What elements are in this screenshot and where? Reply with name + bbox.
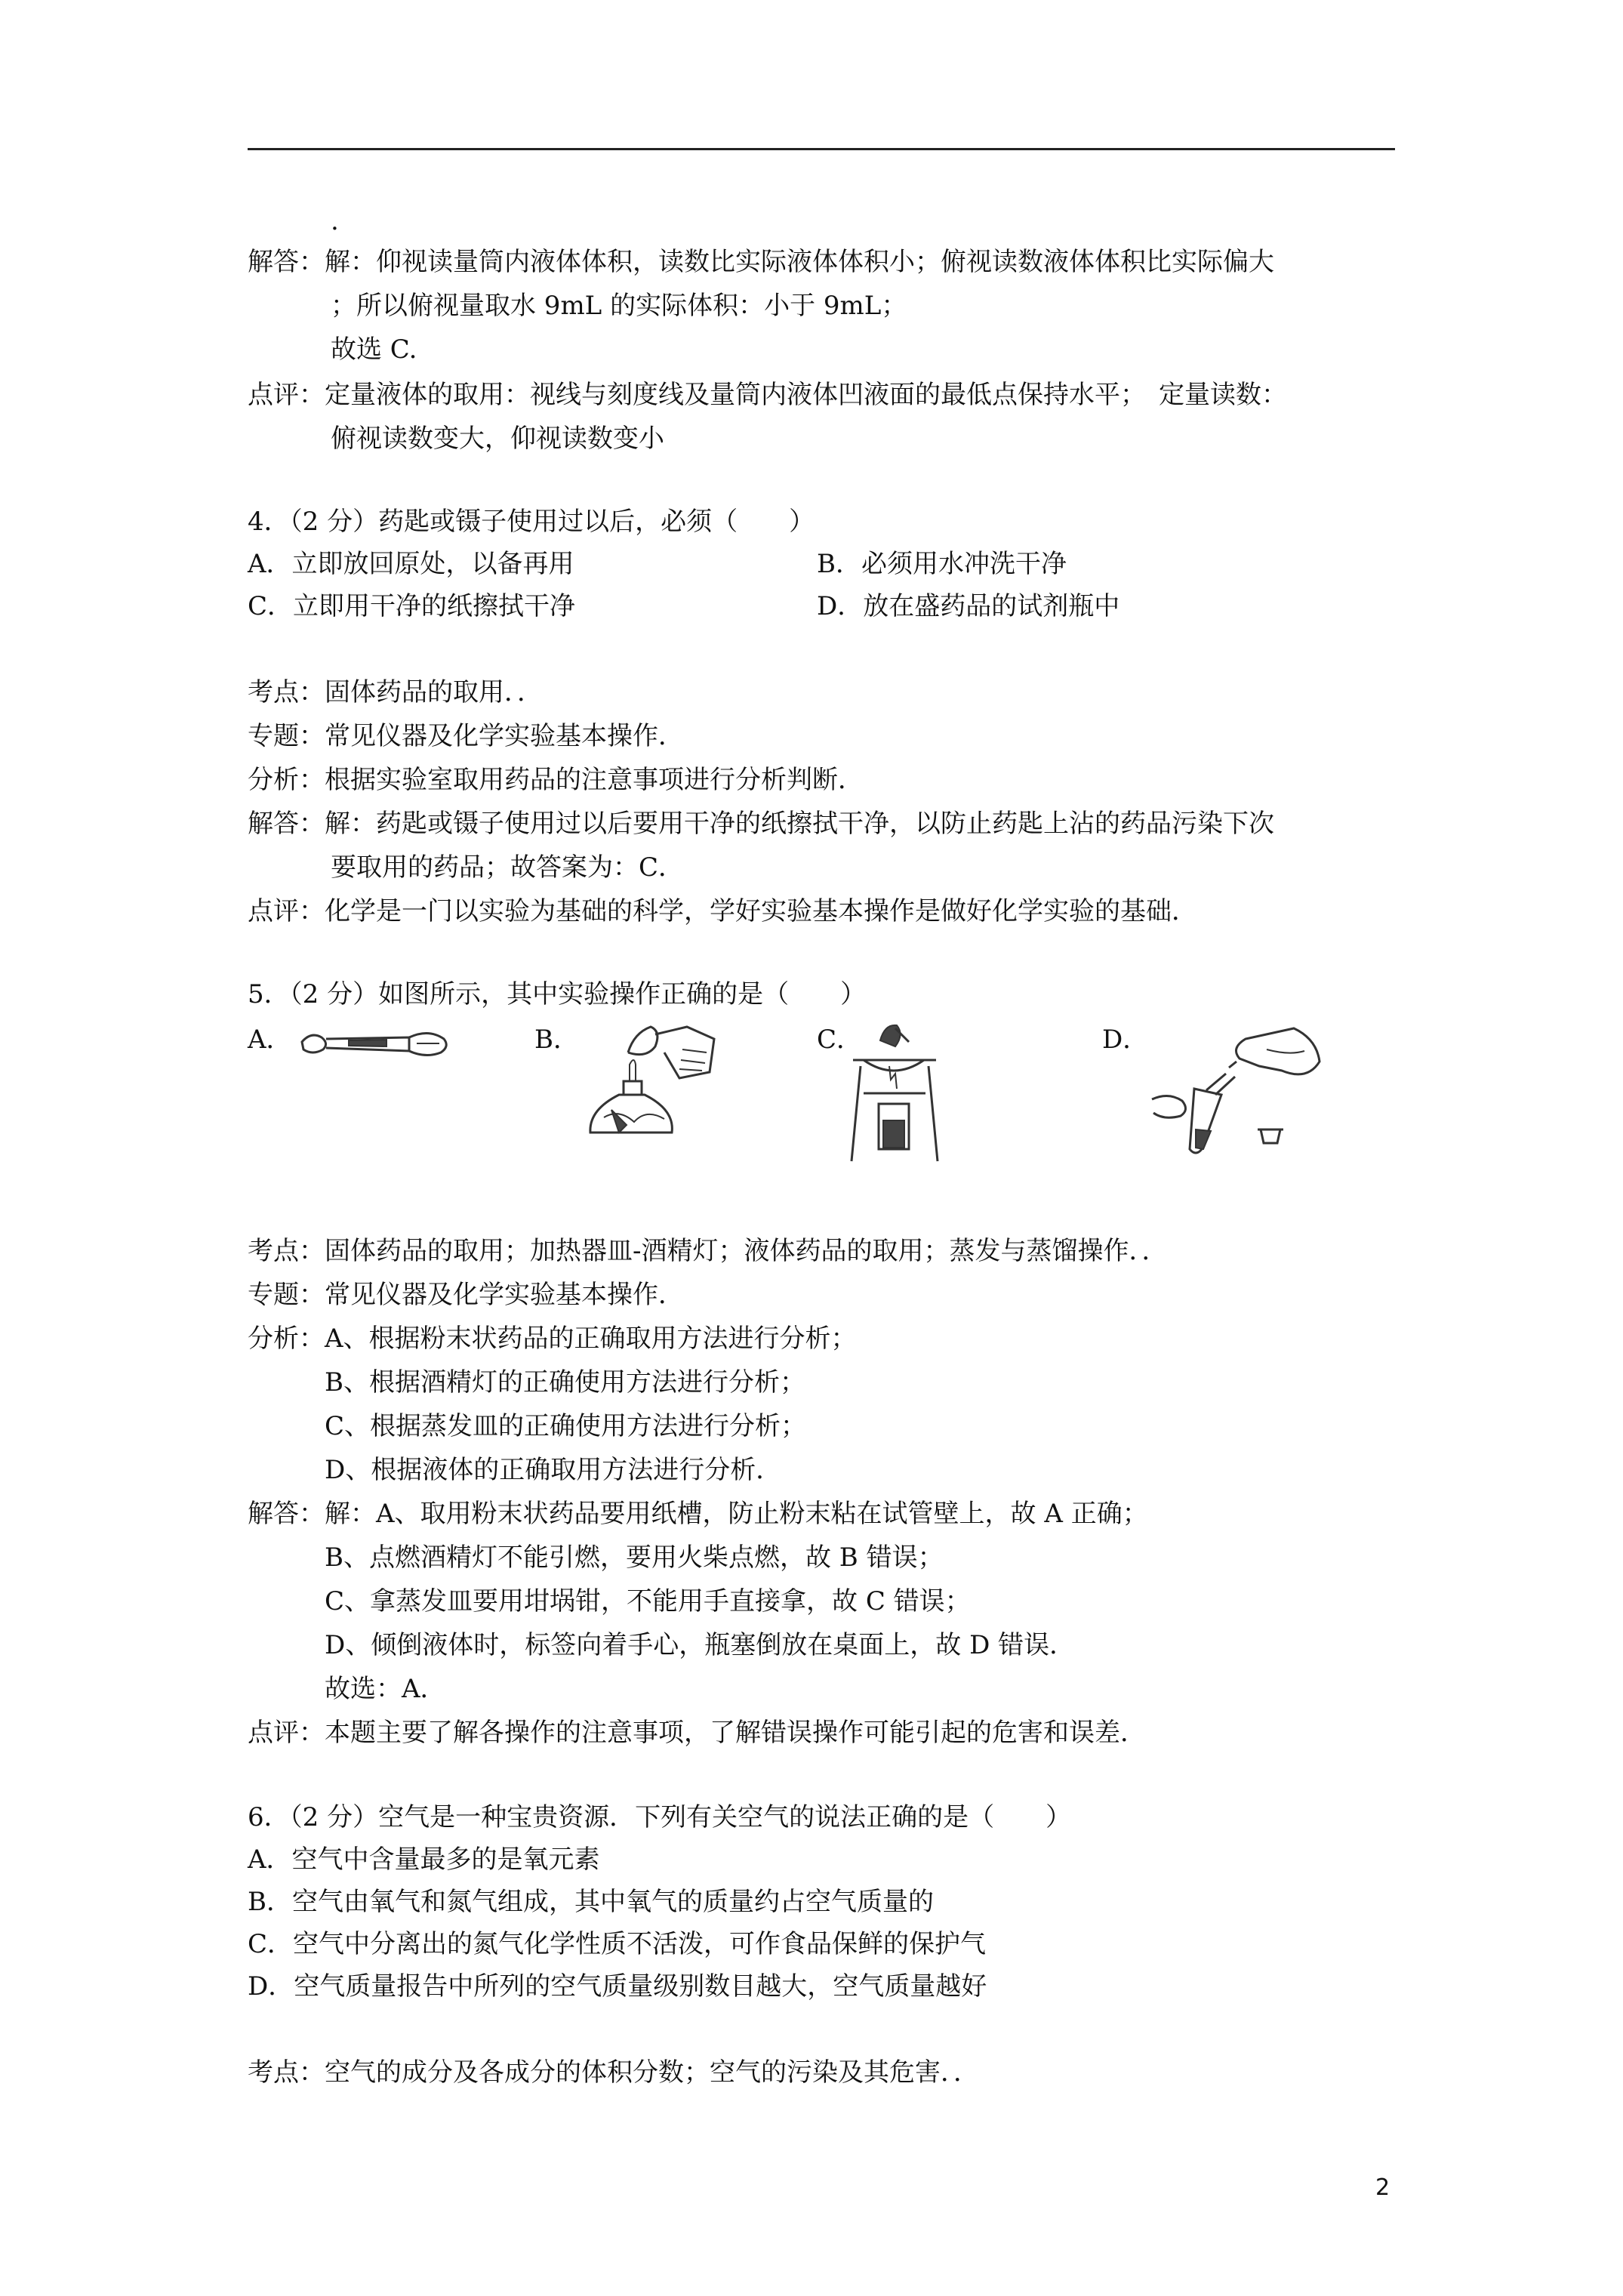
figure-a-paper-trough <box>296 1021 454 1066</box>
kaodian-text: 固体药品的取用．． <box>325 677 543 707</box>
kaodian-label: 考点： <box>248 1236 325 1266</box>
jieda-label: 解答： <box>248 1499 325 1529</box>
q4-option-b: B．必须用水冲洗干净 <box>817 549 1067 579</box>
q5-fenxi-line-2: B、根据酒精灯的正确使用方法进行分析； <box>325 1367 805 1398</box>
jieda-line-1: 解：药匙或镊子使用过以后要用干净的纸擦拭干净，以防止药匙上沾的药品污染下次 <box>325 809 1274 839</box>
q4-option-d: D．放在盛药品的试剂瓶中 <box>817 591 1120 621</box>
q6-kaodian <box>248 2057 979 2088</box>
figure-b-alcohol-lamp <box>574 1019 725 1148</box>
review-label: 点评： <box>248 380 325 410</box>
review-line-1: 定量液体的取用：视线与刻度线及量筒内液体凹液面的最低点保持水平； 定量读数： <box>325 380 1287 410</box>
dianping-text: 化学是一门以实验为基础的科学，学好实验基本操作是做好化学实验的基础． <box>325 896 1197 926</box>
jieda-label: 解答： <box>248 809 325 839</box>
dianping-text: 本题主要了解各操作的注意事项，了解错误操作可能引起的危害和误差． <box>325 1718 1146 1748</box>
q6-option-c: C．空气中分离出的氮气化学性质不活泼，可作食品保鲜的保护气 <box>248 1929 987 1959</box>
q5-label-d: D． <box>1102 1025 1149 1055</box>
page-number: 2 <box>1375 2174 1390 2201</box>
fenxi-line-1: A、根据粉末状药品的正确取用方法进行分析； <box>325 1324 857 1354</box>
q5-jieda-line-4: D、倾倒液体时，标签向着手心，瓶塞倒放在桌面上，故 D 错误． <box>325 1630 1076 1660</box>
q3-review <box>248 382 1287 408</box>
dianping-label: 点评： <box>248 1718 325 1748</box>
kaodian-label: 考点： <box>248 677 325 707</box>
q5-jieda-line-2: B、点燃酒精灯不能引燃，要用火柴点燃，故 B 错误； <box>325 1542 944 1573</box>
header-rule <box>248 148 1395 150</box>
q6-option-d: D．空气质量报告中所列的空气质量级别数目越大，空气质量越好 <box>248 1971 987 2002</box>
q6-option-b: B．空气由氧气和氮气组成，其中氧气的质量约占空气质量的 <box>248 1887 934 1917</box>
figure-c-evaporating-dish <box>845 1021 944 1164</box>
q4-fenxi <box>248 767 864 793</box>
q5-fenxi-line-4: D、根据液体的正确取用方法进行分析． <box>325 1455 782 1485</box>
q4-option-a: A．立即放回原处，以备再用 <box>248 549 574 579</box>
answer-line-1: 解：仰视读量筒内液体体积，读数比实际液体体积小；俯视读数液体体积比实际偏大 <box>325 247 1274 277</box>
answer-label: 解答： <box>248 247 325 277</box>
zhuanti-text: 常见仪器及化学实验基本操作． <box>325 1280 684 1310</box>
q5-label-c: C． <box>817 1025 863 1055</box>
q3-answer <box>248 249 1274 275</box>
q5-jieda-line-5: 故选：A． <box>325 1674 446 1704</box>
q5-jieda <box>248 1501 1148 1527</box>
zhuanti-text: 常见仪器及化学实验基本操作． <box>325 721 684 751</box>
fenxi-label: 分析： <box>248 1324 325 1354</box>
q5-label-a: A． <box>248 1025 292 1055</box>
q4-kaodian <box>248 677 543 707</box>
q5-stem: 5．（2 分）如图所示，其中实验操作正确的是（ ） <box>248 979 867 1009</box>
q4-dianping <box>248 898 1197 924</box>
q4-option-c: C．立即用干净的纸擦拭干净 <box>248 591 576 621</box>
q4-jieda <box>248 811 1274 837</box>
answer-line-2: ；所以俯视量取水 9mL 的实际体积：小于 9mL； <box>331 291 907 321</box>
jieda-line-1: 解：A、取用粉末状药品要用纸槽，防止粉末粘在试管壁上，故 A 正确； <box>325 1499 1148 1529</box>
kaodian-text: 固体药品的取用；加热器皿-酒精灯；液体药品的取用；蒸发与蒸馏操作．． <box>325 1236 1168 1266</box>
q4-jieda-line-2: 要取用的药品；故答案为：C． <box>331 852 685 883</box>
stray-dot: . <box>331 206 339 236</box>
q5-fenxi-line-3: C、根据蒸发皿的正确使用方法进行分析； <box>325 1411 807 1441</box>
kaodian-label: 考点： <box>248 2057 325 2088</box>
q6-option-a: A．空气中含量最多的是氧元素 <box>248 1845 600 1875</box>
answer-line-3: 故选 C. <box>331 334 417 365</box>
fenxi-text: 根据实验室取用药品的注意事项进行分析判断． <box>325 765 864 795</box>
q4-stem: 4．（2 分）药匙或镊子使用过以后，必须（ ） <box>248 507 815 537</box>
q5-dianping <box>248 1720 1146 1746</box>
zhuanti-label: 专题： <box>248 721 325 751</box>
q4-zhuanti <box>248 723 684 749</box>
q5-fenxi <box>248 1324 857 1354</box>
kaodian-text: 空气的成分及各成分的体积分数；空气的污染及其危害．． <box>325 2057 979 2088</box>
q5-zhuanti <box>248 1282 684 1308</box>
dianping-label: 点评： <box>248 896 325 926</box>
fenxi-label: 分析： <box>248 765 325 795</box>
zhuanti-label: 专题： <box>248 1280 325 1310</box>
q5-jieda-line-3: C、拿蒸发皿要用坩埚钳，不能用手直接拿，故 C 错误； <box>325 1586 971 1616</box>
review-line-2: 俯视读数变大，仰视读数变小 <box>331 424 664 454</box>
figure-d-pouring-liquid <box>1146 1016 1332 1167</box>
q6-stem: 6．（2 分）空气是一种宝贵资源．下列有关空气的说法正确的是（ ） <box>248 1802 1072 1832</box>
q5-kaodian <box>248 1238 1168 1264</box>
q5-label-b: B． <box>534 1025 579 1055</box>
